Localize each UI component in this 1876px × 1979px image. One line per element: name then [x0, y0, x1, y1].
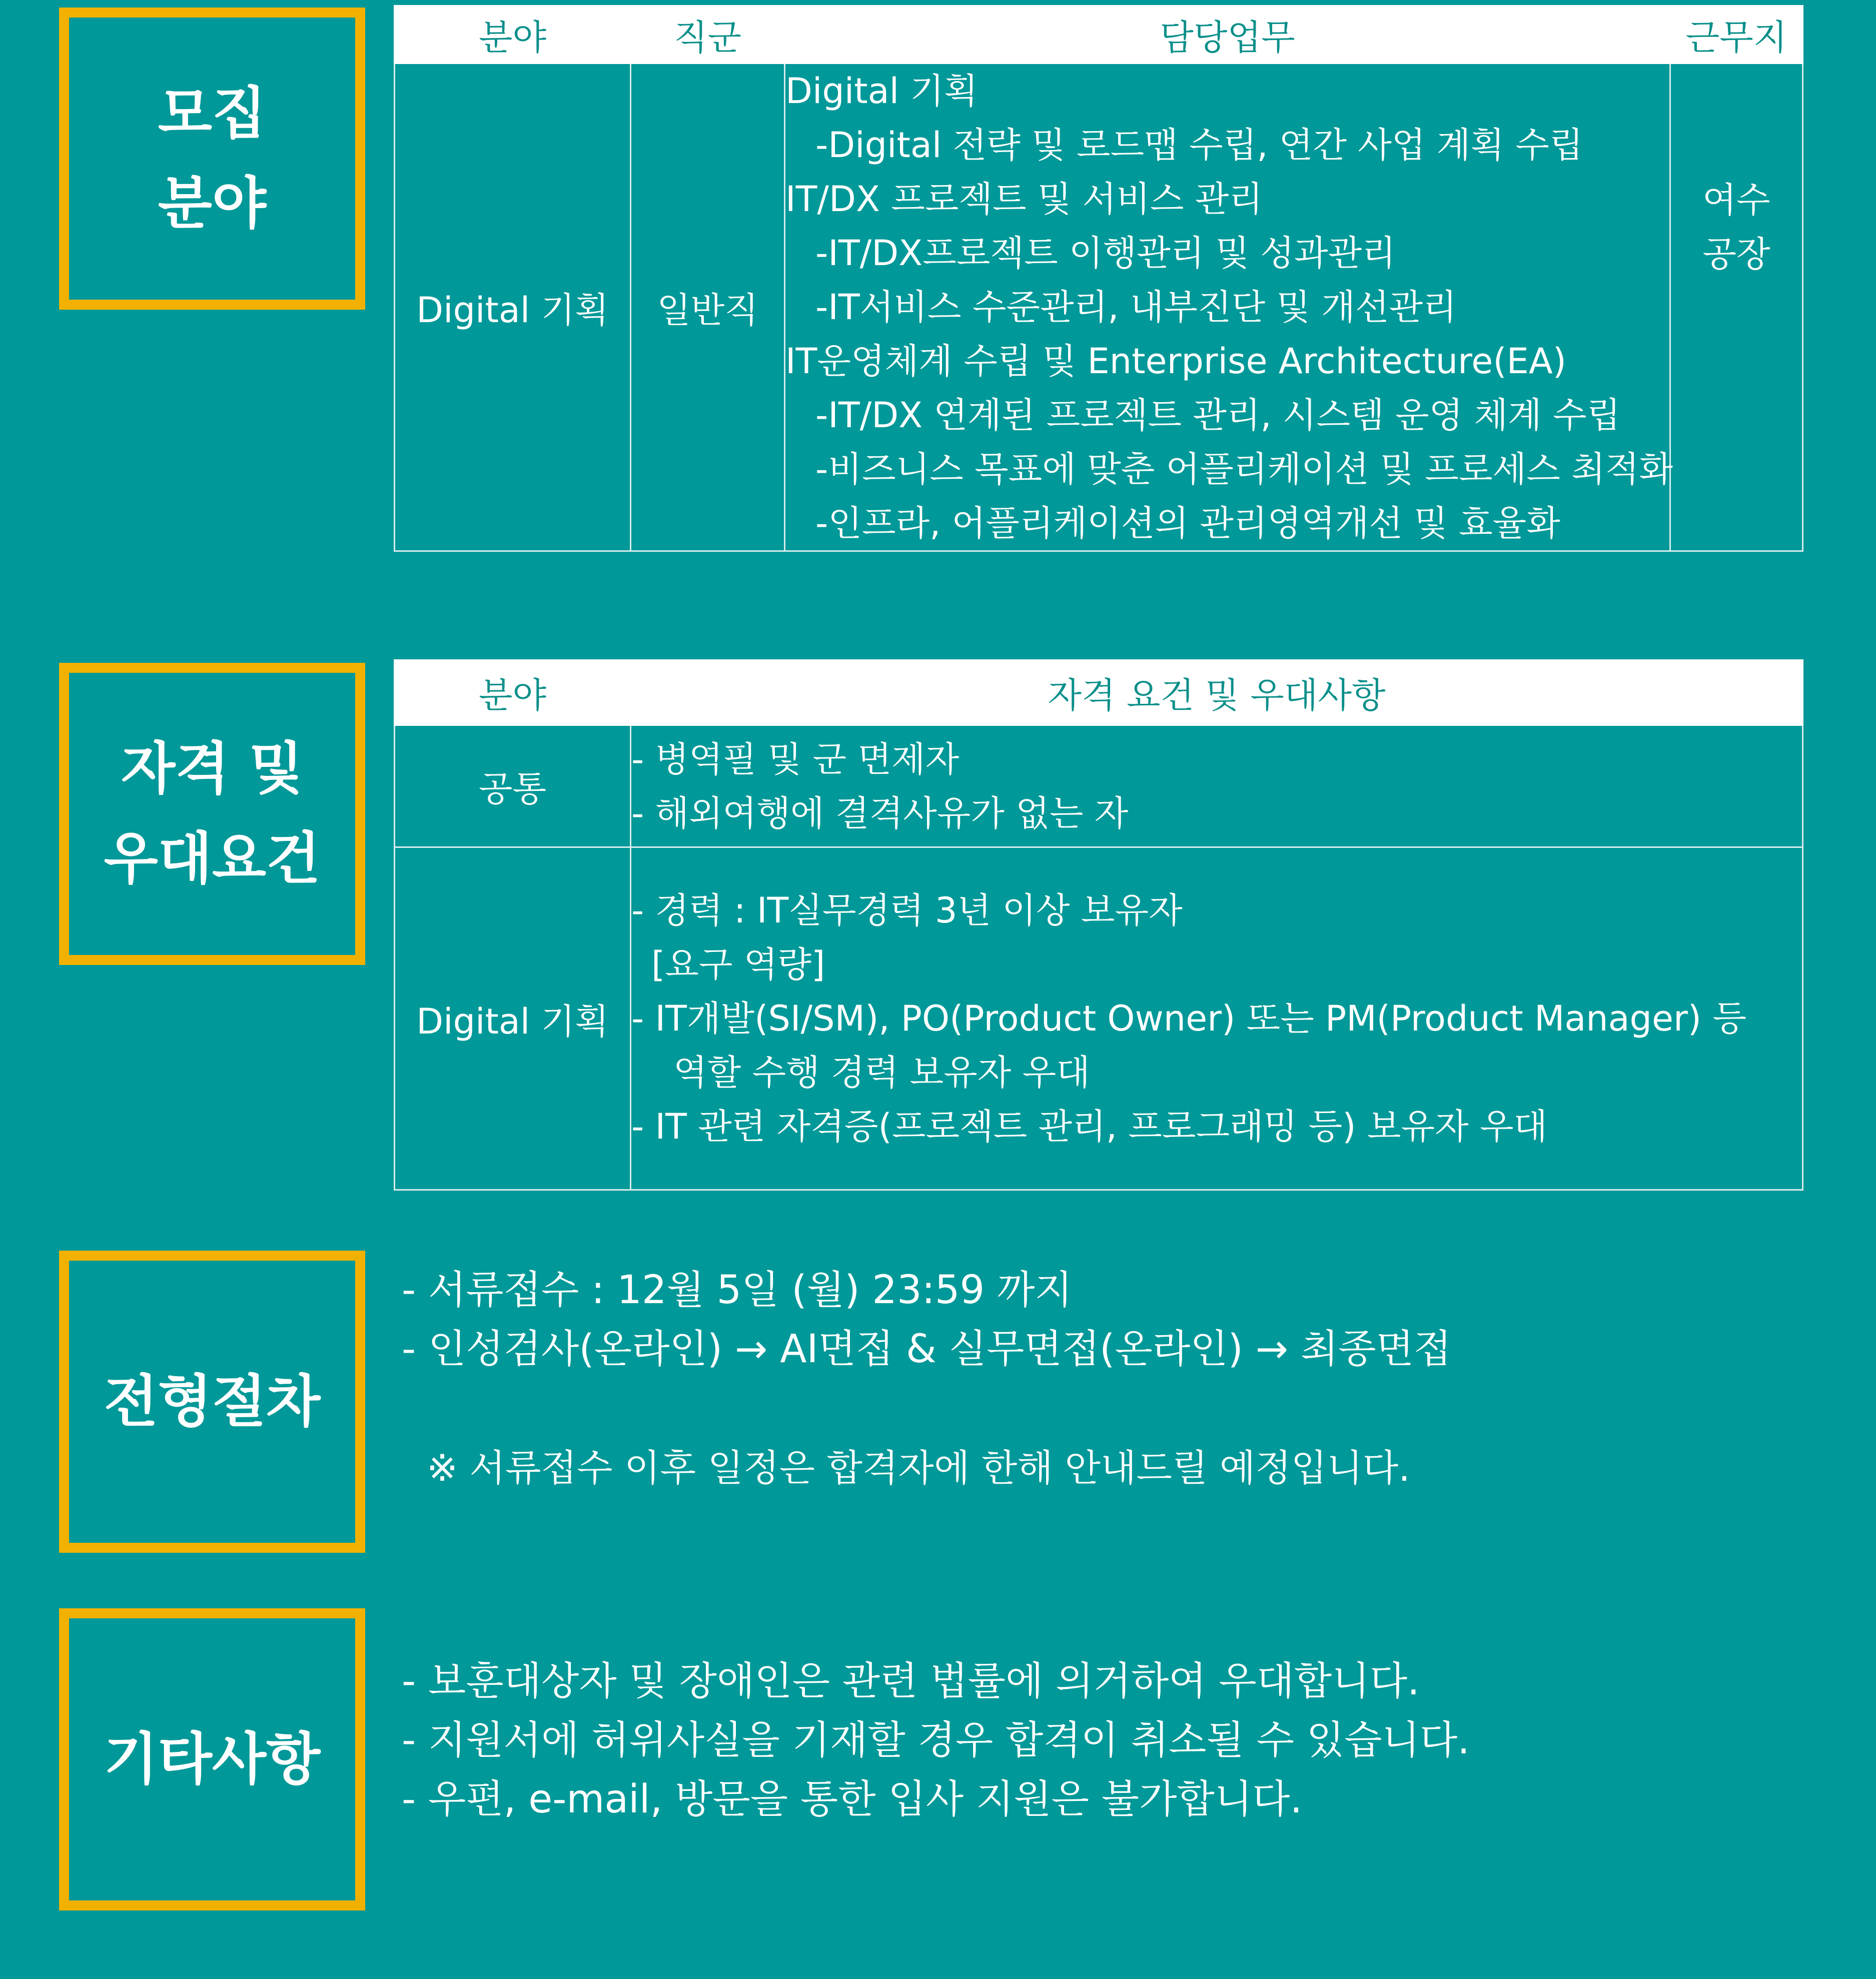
- process-section-label: [59, 1251, 365, 1553]
- process-label: 전형절차: [104, 1369, 321, 1434]
- duty-line: -IT서비스 수준관리, 내부진단 및 개선관리: [815, 287, 1457, 328]
- recruit-table: [394, 5, 1803, 552]
- qual-line: [요구 역량]: [651, 944, 825, 985]
- duty-line: -인프라, 어플리케이션의 관리영역개선 및 효율화: [815, 503, 1560, 544]
- cell-duties: [785, 64, 1673, 551]
- qual-digital-lines: [631, 847, 1803, 1190]
- recruit-section-label: [59, 8, 365, 310]
- process-note: ※ 서류접수 이후 일정은 합격자에 한해 안내드릴 예정입니다.: [427, 1447, 1410, 1490]
- etc-line: - 보훈대상자 및 장애인은 관련 법률에 의거하여 우대합니다.: [402, 1659, 1420, 1704]
- qual-digital-field: Digital 기획: [395, 847, 631, 1190]
- duty-line: Digital 기획: [785, 71, 978, 112]
- qual-line: - IT 관련 자격증(프로젝트 관리, 프로그래밍 등) 보유자 우대: [631, 1106, 1548, 1147]
- duty-line: IT운영체계 수립 및 Enterprise Architecture(EA): [785, 341, 1567, 382]
- header-field: 분야: [395, 6, 631, 64]
- qualification-row-digital: [395, 847, 1803, 1190]
- qual-header-field: 분야: [395, 660, 631, 725]
- etc-text: [402, 1652, 1470, 1829]
- cell-location: [1670, 64, 1803, 551]
- qualification-section-label: [59, 663, 365, 965]
- header-duties: 담당업무: [785, 6, 1670, 64]
- duty-line: -Digital 전략 및 로드맵 수립, 연간 사업 계획 수립: [815, 125, 1583, 166]
- qual-header-requirements: 자격 요건 및 우대사항: [631, 660, 1803, 725]
- recruit-table-header: [395, 6, 1803, 64]
- qualification-label-line2: 우대요건: [104, 826, 321, 891]
- etc-label: 기타사항: [104, 1727, 321, 1792]
- qual-common-field: 공통: [395, 725, 631, 847]
- qualification-table: [394, 659, 1803, 1191]
- duty-line: -비즈니스 목표에 맞춘 어플리케이션 및 프로세스 최적화: [815, 449, 1673, 490]
- qual-line: 역할 수행 경력 보유자 우대: [673, 1052, 1090, 1093]
- process-line2: - 인성검사(온라인) → AI면접 & 실무면접(온라인) → 최종면접: [402, 1327, 1452, 1372]
- qual-line: - IT개발(SI/SM), PO(Product Owner) 또는 PM(Product Manager) 등: [631, 998, 1746, 1039]
- duty-line: -IT/DX 연계된 프로젝트 관리, 시스템 운영 체계 수립: [815, 395, 1621, 436]
- cell-field: Digital 기획: [395, 64, 631, 551]
- location-line1: 여수: [1702, 180, 1770, 221]
- qualification-label-line1: 자격 및: [121, 736, 303, 801]
- qualification-table-header: [395, 660, 1803, 725]
- etc-line: - 지원서에 허위사실을 기재할 경우 합격이 취소될 수 있습니다.: [402, 1718, 1470, 1763]
- header-job-group: 직군: [631, 6, 785, 64]
- cell-job-group: 일반직: [631, 64, 785, 551]
- duty-line: IT/DX 프로젝트 및 서비스 관리: [785, 179, 1263, 220]
- duty-line: -IT/DX프로젝트 이행관리 및 성과관리: [815, 233, 1396, 274]
- etc-line: - 우편, e-mail, 방문을 통한 입사 지원은 불가합니다.: [402, 1777, 1303, 1822]
- qualification-row-common: [395, 725, 1803, 847]
- recruit-label-line2: 분야: [158, 171, 267, 236]
- process-text: [402, 1261, 1451, 1498]
- header-location: 근무지: [1670, 6, 1803, 64]
- qual-common-lines: [631, 725, 1803, 847]
- qual-line: - 해외여행에 결격사유가 없는 자: [631, 792, 1129, 834]
- qual-line: - 병역필 및 군 면제자: [631, 738, 960, 780]
- etc-section-label: [59, 1608, 365, 1910]
- location-line2: 공장: [1702, 234, 1770, 275]
- process-line1: - 서류접수 : 12월 5일 (월) 23:59 까지: [402, 1268, 1073, 1313]
- qual-line: - 경력 : IT실무경력 3년 이상 보유자: [631, 890, 1183, 931]
- recruit-label-line1: 모집: [158, 81, 267, 146]
- recruit-table-row: [395, 64, 1803, 551]
